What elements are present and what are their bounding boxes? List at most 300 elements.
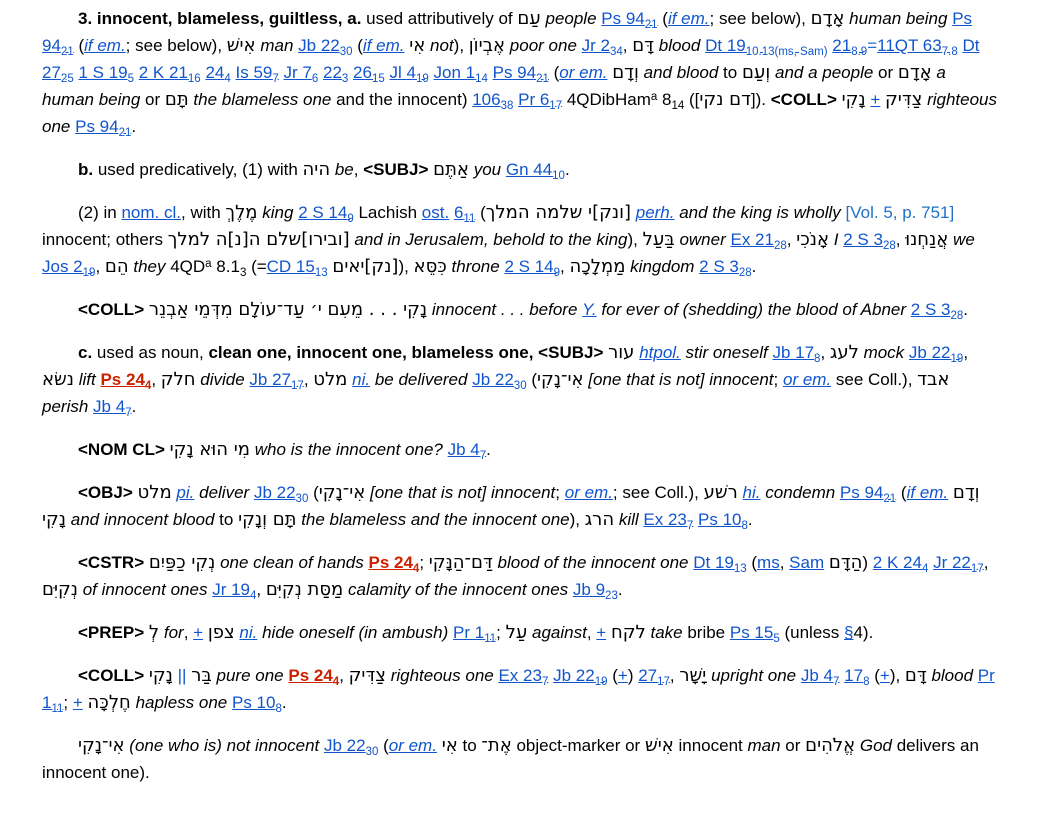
verse-subscript[interactable]: 8 bbox=[275, 703, 282, 715]
reference-link[interactable]: Jb $17_8$ bbox=[772, 343, 821, 365]
entry-paragraph bbox=[42, 339, 997, 420]
text-run: bribe bbox=[682, 623, 730, 642]
gloss-text: (one who is) not innocent bbox=[129, 736, 320, 755]
text-run: delivers an innocent one). bbox=[42, 736, 979, 782]
reference-link[interactable]: Jb $27_{17}$ bbox=[249, 370, 304, 392]
reference-link[interactable]: $21_{8.9}$ bbox=[832, 36, 868, 58]
reference-link[interactable]: ms bbox=[757, 553, 780, 572]
reference-link[interactable]: + bbox=[193, 623, 204, 642]
verse-subscript[interactable]: 17 bbox=[549, 100, 563, 112]
reference-link[interactable]: + bbox=[72, 693, 83, 712]
verse-subscript[interactable]: 4 bbox=[249, 590, 257, 602]
gloss-text: not bbox=[430, 36, 454, 55]
hebrew-text: אִי bbox=[409, 35, 426, 56]
text-run: object-marker or bbox=[511, 736, 645, 755]
verse-subscript[interactable]: 4 bbox=[921, 563, 929, 575]
verse-subscript[interactable]: 4 bbox=[144, 380, 152, 392]
verse-subscript[interactable]: 9 bbox=[553, 267, 561, 279]
reference-link[interactable]: $17_8$ bbox=[844, 666, 870, 688]
verse-subscript[interactable]: 7 bbox=[686, 520, 694, 532]
reference-link[interactable]: 2 K $21_{16}$ bbox=[138, 63, 201, 85]
text-run: ; see below), bbox=[125, 36, 227, 55]
reference-link[interactable]: Dt $19_{10.13(ms, Sam)}$ bbox=[705, 36, 828, 58]
verse-subscript[interactable]: 5 bbox=[127, 73, 135, 85]
gloss-text: a human being bbox=[42, 63, 946, 109]
verse-subscript[interactable]: 30 bbox=[339, 46, 353, 58]
gloss-text: mock bbox=[863, 343, 905, 362]
verse-subscript[interactable]: 7 bbox=[272, 73, 279, 85]
text-run: . bbox=[281, 693, 287, 712]
text-run: ( bbox=[378, 736, 389, 755]
reference-link[interactable]: Jb $22_{30}$ bbox=[323, 736, 379, 758]
text-run: , bbox=[820, 343, 830, 362]
hebrew-text: אַתֶּם bbox=[433, 159, 469, 180]
text-run bbox=[231, 63, 236, 82]
reference-link-red[interactable]: Ps $24_4$ bbox=[288, 666, 340, 688]
hebrew-text: דָּם bbox=[632, 35, 655, 56]
text-run: or bbox=[140, 90, 165, 109]
gloss-text: kill bbox=[618, 510, 639, 529]
text-run: ]). bbox=[750, 90, 771, 109]
gloss-text: you bbox=[473, 160, 502, 179]
hebrew-text: צפן bbox=[207, 622, 235, 643]
text-run: ( bbox=[607, 666, 618, 685]
gloss-text: innocent . . . before bbox=[431, 300, 578, 319]
reference-link[interactable]: $106_{38}$ bbox=[472, 90, 514, 112]
reference-link[interactable]: or em. bbox=[388, 736, 437, 755]
hebrew-text: מלט bbox=[313, 369, 348, 390]
text-run: , bbox=[586, 623, 597, 642]
reference-link[interactable]: Jb $22_{30}$ bbox=[253, 483, 309, 505]
hebrew-text: רשׁע bbox=[703, 482, 738, 503]
text-run: 4). bbox=[853, 623, 874, 642]
text-run: used attributively of bbox=[361, 9, 518, 28]
reference-link[interactable]: $22_3$ bbox=[322, 63, 349, 85]
gloss-text: condemn bbox=[765, 483, 836, 502]
text-run: , bbox=[669, 666, 680, 685]
reference-link[interactable]: Is $59_7$ bbox=[235, 63, 279, 85]
verse-subscript[interactable]: 28 bbox=[882, 240, 896, 252]
hebrew-text: אִישׁ bbox=[644, 735, 674, 756]
hebrew-text: וְדָם נָקִי bbox=[42, 482, 980, 530]
reference-link[interactable]: $27_{17}$ bbox=[638, 666, 670, 688]
reference-link[interactable]: htpol. bbox=[639, 343, 681, 362]
bold-label: <NOM CL> bbox=[78, 440, 165, 459]
text-run: ; bbox=[63, 693, 73, 712]
bold-label: <CSTR> bbox=[78, 553, 145, 572]
verse-subscript[interactable]: 7 bbox=[479, 450, 487, 462]
hebrew-text: אִי־נָקִי bbox=[78, 735, 125, 756]
text-run: , bbox=[622, 36, 633, 55]
text-run: or bbox=[873, 63, 898, 82]
gloss-text: throne bbox=[451, 257, 500, 276]
reference-link[interactable]: ni. bbox=[352, 370, 371, 389]
gloss-text: blood bbox=[931, 666, 974, 685]
reference-link[interactable]: Ps $10_8$ bbox=[231, 693, 282, 715]
hebrew-text: וְעַם bbox=[741, 62, 771, 83]
hebrew-text: אָדָם bbox=[810, 8, 845, 29]
text-run: ) bbox=[862, 553, 873, 572]
text-run: . bbox=[131, 397, 137, 416]
gloss-text: human being bbox=[849, 9, 948, 28]
gloss-text: man bbox=[260, 36, 294, 55]
entry-paragraph bbox=[42, 436, 997, 463]
reference-link[interactable]: Ex $21_{28}$ bbox=[730, 230, 787, 252]
reference-link[interactable]: if em. bbox=[906, 483, 949, 502]
reference-link[interactable]: Pr $1_{11}$ bbox=[42, 666, 995, 715]
reference-link[interactable]: hi. bbox=[742, 483, 761, 502]
hebrew-text: דם נקי bbox=[699, 89, 751, 110]
reference-link[interactable]: 2 S $3_{28}$ bbox=[699, 257, 752, 279]
bold-label: <SUBJ> bbox=[538, 343, 604, 362]
hebrew-text: הַדָּם bbox=[828, 552, 863, 573]
gloss-text: be delivered bbox=[374, 370, 468, 389]
reference-link[interactable]: Jb $4_7$ bbox=[93, 397, 132, 419]
reference-link[interactable]: Jr $19_4$ bbox=[212, 580, 257, 602]
verse-subscript[interactable]: 21 bbox=[60, 46, 74, 58]
verse-subscript[interactable]: 5 bbox=[773, 633, 780, 645]
verse-subscript[interactable]: 11 bbox=[484, 633, 497, 645]
text-run: ( bbox=[352, 36, 363, 55]
text-run: . bbox=[131, 117, 137, 136]
hebrew-text: עור bbox=[608, 342, 635, 363]
verse-subscript[interactable]: 23 bbox=[605, 590, 618, 602]
reference-link[interactable]: nom. cl. bbox=[121, 203, 181, 222]
gloss-text: of innocent ones bbox=[82, 580, 208, 599]
reference-link[interactable]: Jr $2_{34}$ bbox=[581, 36, 623, 58]
reference-link[interactable]: 2 S $14_9$ bbox=[298, 203, 354, 225]
text-run bbox=[385, 63, 390, 82]
verse-subscript[interactable]: 17 bbox=[657, 676, 670, 688]
text-run: used as noun, bbox=[92, 343, 209, 362]
reference-link[interactable]: if em. bbox=[667, 9, 710, 28]
text-run: , bbox=[95, 257, 105, 276]
text-run: , bbox=[779, 553, 790, 572]
verse-subscript[interactable]: 11 bbox=[463, 213, 476, 225]
text-run: 4QDibHam$^a$ $8_{14}$ ([ bbox=[562, 90, 700, 112]
volume-ref-link[interactable]: = bbox=[867, 36, 878, 55]
gloss-text: for ever of (shedding) the blood of Abner bbox=[601, 300, 907, 319]
text-run: ; bbox=[419, 553, 429, 572]
reference-link[interactable]: or em. bbox=[782, 370, 832, 389]
reference-link[interactable]: 2 K $24_4$ bbox=[872, 553, 929, 575]
text-run: . bbox=[963, 300, 968, 319]
verse-subscript[interactable]: 10.13(ms, Sam) bbox=[745, 46, 828, 58]
text-run: , bbox=[895, 230, 906, 249]
entry-paragraph bbox=[42, 619, 997, 646]
verse-subscript[interactable]: 3 bbox=[341, 73, 349, 85]
text-run: ), bbox=[569, 510, 585, 529]
verse-subscript[interactable]: 4 bbox=[224, 73, 231, 85]
entry-paragraph bbox=[42, 156, 997, 183]
hebrew-text: אֱלֹהִים bbox=[805, 735, 856, 756]
hebrew-text: אִי־נָקִי bbox=[318, 482, 366, 503]
text-run: ; see Coll.), bbox=[612, 483, 704, 502]
verse-subscript[interactable]: 28 bbox=[950, 310, 964, 322]
reference-link[interactable]: $26_{15}$ bbox=[353, 63, 385, 85]
volume-ref-link[interactable]: [Vol. 5, p. 751] bbox=[845, 203, 955, 222]
text-run: ( bbox=[869, 666, 880, 685]
reference-link[interactable]: + bbox=[617, 666, 628, 685]
reference-link[interactable]: perh. bbox=[635, 203, 675, 222]
text-run: innocent; others bbox=[42, 230, 168, 249]
hebrew-text: דַּם־הַנָּקִי bbox=[428, 552, 493, 573]
reference-link[interactable]: if em. bbox=[362, 36, 405, 55]
verse-subscript[interactable]: 30 bbox=[513, 380, 527, 392]
text-run: innocent bbox=[673, 736, 748, 755]
reference-link[interactable]: Ps $94_{21}$ bbox=[839, 483, 897, 505]
gloss-text: pure one bbox=[216, 666, 284, 685]
text-run: ), bbox=[627, 230, 643, 249]
reference-link[interactable]: Jb $22_{19}$ bbox=[908, 343, 964, 365]
reference-link[interactable]: Ps $15_5$ bbox=[729, 623, 780, 645]
verse-subscript[interactable]: 19 bbox=[594, 676, 608, 688]
verse-subscript[interactable]: 21 bbox=[644, 19, 658, 31]
gloss-text: hide oneself (in ambush) bbox=[262, 623, 449, 642]
hebrew-text: לעג bbox=[829, 342, 859, 363]
verse-subscript[interactable]: 28 bbox=[738, 267, 752, 279]
hebrew-text: מִי הוּא נָקִי bbox=[169, 439, 251, 460]
verse-subscript[interactable]: 30 bbox=[365, 746, 379, 758]
verse-subscript[interactable]: 7.8 bbox=[941, 46, 958, 58]
text-run: , bbox=[786, 230, 797, 249]
verse-subscript[interactable]: 8 bbox=[741, 520, 748, 532]
gloss-text: we bbox=[953, 230, 975, 249]
text-run bbox=[488, 63, 493, 82]
text-run: . bbox=[747, 510, 753, 529]
gloss-text: [one that is not] innocent bbox=[370, 483, 556, 502]
reference-link[interactable]: Jr $7_6$ bbox=[283, 63, 319, 85]
hebrew-text: דָּם bbox=[904, 665, 927, 686]
hebrew-text: אֲנַחְנוּ bbox=[905, 229, 949, 250]
hebrew-text: עַל bbox=[505, 622, 528, 643]
bold-label: c. bbox=[78, 343, 93, 362]
entry-paragraph bbox=[42, 199, 997, 280]
verse-subscript[interactable]: 21 bbox=[536, 73, 549, 85]
reference-link[interactable]: ni. bbox=[239, 623, 258, 642]
verse-subscript[interactable]: 13 bbox=[314, 267, 328, 279]
reference-link[interactable]: $24_4$ bbox=[205, 63, 231, 85]
verse-subscript[interactable]: 19 bbox=[82, 267, 96, 279]
reference-link[interactable]: Jr $22_{17}$ bbox=[933, 553, 984, 575]
hebrew-text: עַם bbox=[517, 8, 541, 29]
text-run: ( bbox=[657, 9, 668, 28]
reference-link[interactable]: Dt $27_{25}$ bbox=[42, 36, 980, 85]
hebrew-text: נשׂא bbox=[42, 369, 74, 390]
reference-link[interactable]: Jb $22_{30}$ bbox=[472, 370, 527, 392]
reference-link[interactable]: + bbox=[870, 90, 881, 109]
reference-link[interactable]: Ex $23_7$ bbox=[498, 666, 549, 688]
verse-subscript[interactable]: 30 bbox=[295, 493, 309, 505]
reference-link[interactable]: Jb $4_7$ bbox=[800, 666, 840, 688]
reference-link[interactable]: + bbox=[879, 666, 890, 685]
reference-link[interactable]: Dt $19_{13}$ bbox=[693, 553, 747, 575]
text-run: , bbox=[983, 553, 989, 572]
verse-subscript[interactable]: 8.9 bbox=[851, 46, 868, 58]
reference-link[interactable]: CD $15_{13}$ bbox=[266, 257, 328, 279]
reference-link[interactable]: Ps $94_{21}$ bbox=[75, 117, 132, 139]
reference-link[interactable]: § bbox=[844, 623, 854, 642]
reference-link[interactable]: Gn $44_{10}$ bbox=[505, 160, 565, 182]
hebrew-text: וְדָם bbox=[612, 62, 639, 83]
verse-subscript[interactable]: 7 bbox=[541, 676, 549, 688]
reference-link[interactable]: or em. bbox=[564, 483, 613, 502]
verse-subscript[interactable]: 17 bbox=[970, 563, 984, 575]
hebrew-text: הֵם bbox=[104, 256, 129, 277]
verse-subscript[interactable]: 7 bbox=[125, 407, 132, 419]
verse-subscript[interactable]: 28 bbox=[773, 240, 787, 252]
gloss-text: people bbox=[545, 9, 597, 28]
gloss-text: lift bbox=[78, 370, 96, 389]
verse-subscript[interactable]: 4 bbox=[412, 563, 420, 575]
reference-link[interactable]: Jon $1_{14}$ bbox=[433, 63, 488, 85]
text-run: used predicatively, (1) with bbox=[93, 160, 303, 179]
hebrew-text: אָדָם bbox=[897, 62, 932, 83]
verse-subscript[interactable]: 17 bbox=[291, 380, 304, 392]
verse-subscript[interactable]: 19 bbox=[415, 73, 429, 85]
reference-link[interactable]: Jb $22_{30}$ bbox=[298, 36, 353, 58]
reference-link[interactable]: Jl $4_{19}$ bbox=[389, 63, 429, 85]
text-run: ), bbox=[398, 257, 414, 276]
bold-label: <COLL> bbox=[770, 90, 837, 109]
verse-subscript: 3 bbox=[239, 267, 247, 279]
gloss-text: the blameless one bbox=[193, 90, 332, 109]
reference-link-red[interactable]: Ps $24_4$ bbox=[100, 370, 152, 392]
text-run: , bbox=[303, 370, 314, 389]
gloss-text: who is the innocent one? bbox=[254, 440, 443, 459]
verse-subscript[interactable]: 14 bbox=[475, 73, 488, 85]
reference-link[interactable]: pi. bbox=[176, 483, 195, 502]
hebrew-text: בַּעַל bbox=[642, 229, 675, 250]
hebrew-text: בַּר bbox=[191, 665, 212, 686]
text-run: ( bbox=[308, 483, 319, 502]
reference-link[interactable]: Ps $94_{21}$ bbox=[42, 9, 973, 58]
gloss-text: man bbox=[747, 736, 781, 755]
gloss-text: stir oneself bbox=[685, 343, 768, 362]
reference-link[interactable]: 2 S $14_9$ bbox=[504, 257, 561, 279]
verse-subscript[interactable]: 4 bbox=[332, 676, 340, 688]
text-run: (unless bbox=[779, 623, 844, 642]
verse-subscript[interactable]: 21 bbox=[118, 127, 132, 139]
verse-subscript[interactable]: 16 bbox=[187, 73, 201, 85]
text-run bbox=[429, 63, 434, 82]
hebrew-text: אִי־נָקִי bbox=[536, 369, 584, 390]
verse-subscript[interactable]: 38 bbox=[500, 100, 514, 112]
verse-subscript[interactable]: 34 bbox=[609, 46, 623, 58]
hebrew-text: אֶת־ bbox=[481, 735, 512, 756]
verse-subscript[interactable]: 10 bbox=[552, 170, 565, 182]
gloss-text: blood bbox=[658, 36, 701, 55]
verse-subscript[interactable]: 21 bbox=[883, 493, 897, 505]
verse-subscript: 14 bbox=[671, 100, 685, 112]
gloss-text: for bbox=[163, 623, 184, 642]
text-run: , with bbox=[181, 203, 226, 222]
reference-link[interactable]: 11QT $63_{7.8}$ bbox=[877, 36, 958, 58]
reference-link[interactable]: Ex $23_7$ bbox=[643, 510, 694, 532]
reference-link[interactable]: Ps $10_8$ bbox=[698, 510, 748, 532]
text-run: ( bbox=[526, 370, 537, 389]
text-run: ; bbox=[555, 483, 565, 502]
reference-link[interactable]: 2 S $3_{28}$ bbox=[843, 230, 896, 252]
hebrew-text: אָנֹכִי bbox=[796, 229, 830, 250]
hebrew-text: לקח bbox=[610, 622, 646, 643]
text-run: ; bbox=[773, 370, 783, 389]
gloss-text: blood of the innocent one bbox=[497, 553, 689, 572]
bold-label: b. bbox=[78, 160, 94, 179]
gloss-text: kingdom bbox=[630, 257, 695, 276]
reference-link[interactable]: Jb $9_{23}$ bbox=[572, 580, 618, 602]
reference-link[interactable]: Ps $94_{21}$ bbox=[492, 63, 549, 85]
gloss-text: take bbox=[650, 623, 683, 642]
text-run: ), bbox=[889, 666, 905, 685]
text-run: , bbox=[560, 257, 570, 276]
reference-link[interactable]: or em. bbox=[559, 63, 608, 82]
reference-link[interactable]: if em. bbox=[84, 36, 126, 55]
reference-link[interactable]: Pr $6_{17}$ bbox=[518, 90, 563, 112]
reference-link-red[interactable]: Ps $24_4$ bbox=[368, 553, 420, 575]
reference-link[interactable]: Pr $1_{11}$ bbox=[453, 623, 497, 645]
reference-link[interactable]: || bbox=[177, 666, 187, 685]
gloss-text: righteous one bbox=[42, 90, 998, 136]
verse-subscript[interactable]: 8 bbox=[814, 353, 821, 365]
reference-link[interactable]: Jb $4_7$ bbox=[447, 440, 487, 462]
reference-link[interactable]: 2 S $3_{28}$ bbox=[910, 300, 964, 322]
gloss-text: righteous one bbox=[390, 666, 494, 685]
verse-subscript[interactable]: 13 bbox=[733, 563, 747, 575]
hebrew-text: כִּסֵּא bbox=[413, 256, 447, 277]
reference-link[interactable]: + bbox=[596, 623, 607, 642]
entry-paragraph bbox=[42, 732, 997, 786]
reference-link[interactable]: Jos $2_{19}$ bbox=[42, 257, 96, 279]
reference-link[interactable]: ost. bbox=[421, 203, 450, 222]
gloss-text: king bbox=[262, 203, 294, 222]
reference-link[interactable]: 1 S $19_5$ bbox=[78, 63, 135, 85]
gloss-text: and blood bbox=[643, 63, 719, 82]
reference-link[interactable]: Ps $94_{21}$ bbox=[601, 9, 658, 31]
text-run bbox=[443, 440, 448, 459]
verse-subscript[interactable]: 19 bbox=[950, 353, 964, 365]
verse-subscript[interactable]: 6 bbox=[311, 73, 319, 85]
reference-link[interactable]: Jb $22_{19}$ bbox=[553, 666, 608, 688]
hebrew-text: יָשָׁר bbox=[679, 665, 707, 686]
gloss-text: perish bbox=[42, 397, 89, 416]
hebrew-text: לְ bbox=[148, 622, 160, 643]
gloss-text: they bbox=[133, 257, 166, 276]
verse-subscript[interactable]: 7 bbox=[833, 676, 840, 688]
verse-subscript[interactable]: 15 bbox=[371, 73, 385, 85]
bold-label: <COLL> bbox=[78, 300, 145, 319]
text-run: ( bbox=[548, 63, 560, 82]
verse-subscript[interactable]: 8 bbox=[863, 676, 870, 688]
verse-subscript[interactable]: 9 bbox=[347, 213, 354, 225]
hebrew-text: נָקִי bbox=[148, 665, 173, 686]
text-run: see Coll.), bbox=[831, 370, 918, 389]
reference-link[interactable]: $6_{11}$ bbox=[453, 203, 476, 225]
text-run: to bbox=[718, 63, 742, 82]
verse-subscript[interactable]: 11 bbox=[51, 703, 64, 715]
text-run: Lachish bbox=[353, 203, 422, 222]
verse-subscript[interactable]: 25 bbox=[60, 73, 74, 85]
gloss-text: and the king is wholly bbox=[679, 203, 841, 222]
hebrew-text: מלט bbox=[137, 482, 172, 503]
gloss-text: and in Jerusalem, behold to the king bbox=[354, 230, 628, 249]
text-run: (2) in bbox=[78, 203, 122, 222]
text-run: . bbox=[751, 257, 757, 276]
hebrew-text: הרג bbox=[584, 509, 615, 530]
reference-link[interactable]: Sam bbox=[789, 553, 825, 572]
text-run: and the innocent) bbox=[331, 90, 473, 109]
reference-link[interactable]: Y. bbox=[582, 300, 597, 319]
